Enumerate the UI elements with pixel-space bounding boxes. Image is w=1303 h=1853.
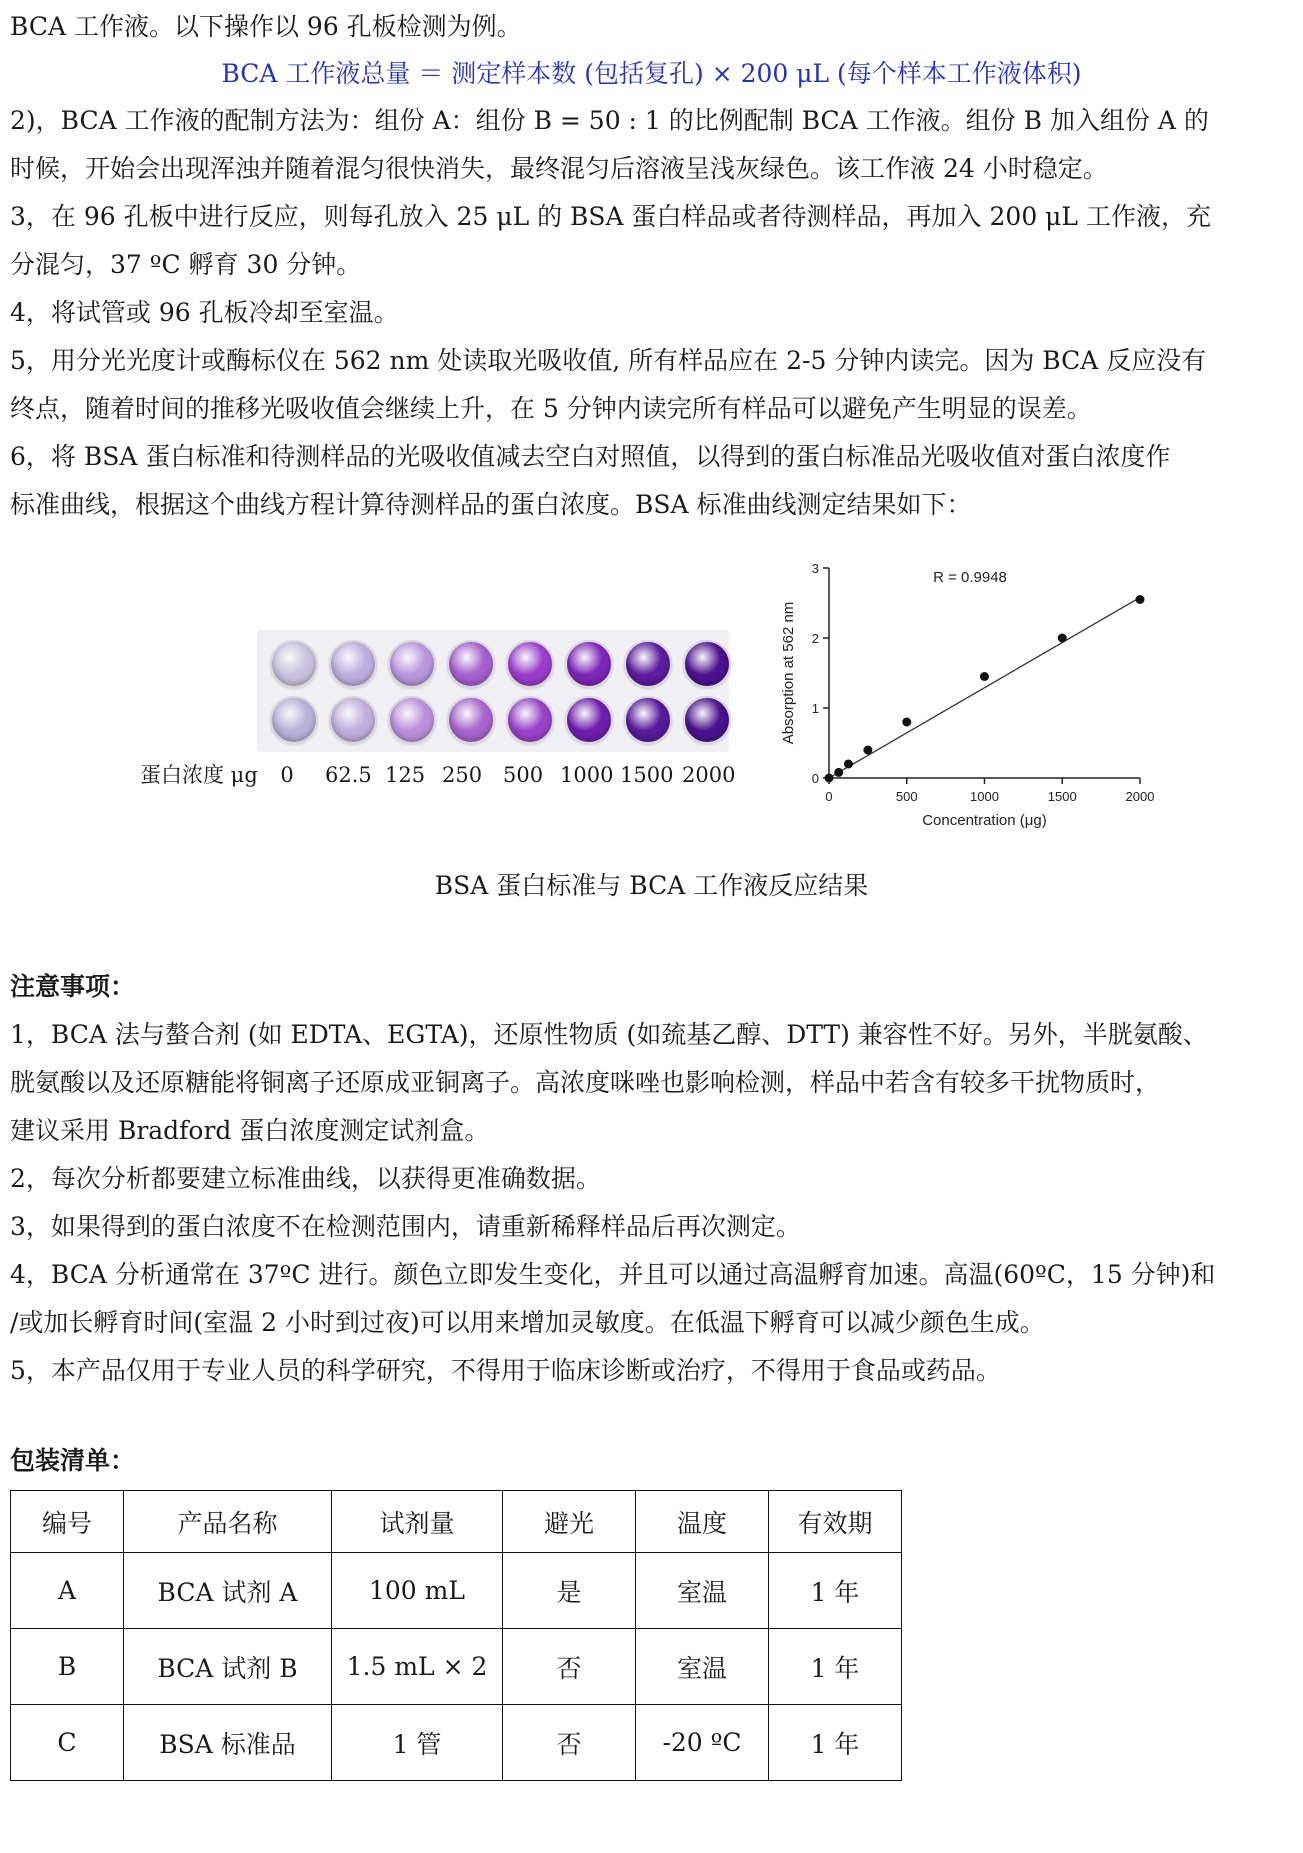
table-cell: 否 (503, 1705, 636, 1781)
well-r2-c6 (565, 696, 613, 744)
table-cell: 1 年 (769, 1705, 902, 1781)
well-r1-c5 (506, 640, 554, 688)
x-tick-label: 1500 (1047, 789, 1077, 804)
packing-table (10, 1490, 902, 1781)
plate-concentration-value: 62.5 (325, 763, 372, 787)
y-axis-label: Absorption at 562 nm (780, 601, 797, 745)
table-cell: BCA 试剂 A (124, 1553, 332, 1629)
table-cell: C (11, 1705, 124, 1781)
well-r2-c1 (270, 696, 318, 744)
x-tick-label: 2000 (1125, 789, 1155, 804)
table-cell: 1 年 (769, 1553, 902, 1629)
text-line-2: 2)，BCA 工作液的配制方法为：组份 A：组份 B = 50 : 1 的比例配制 BCA 工作液。组份 B 加入组份 A 的 (10, 106, 1209, 135)
well-r1-c6 (565, 640, 613, 688)
well-r1-c8 (683, 640, 731, 688)
text-line-6: 4，将试管或 96 孔板冷却至室温。 (10, 298, 399, 327)
note-line-1: 1，BCA 法与螯合剂 (如 EDTA、EGTA)，还原性物质 (如巯基乙醇、DTT) 兼容性不好。另外，半胱氨酸、 (10, 1020, 1208, 1049)
table-header-row (11, 1491, 902, 1553)
table-cell: 室温 (636, 1553, 769, 1629)
plate-concentration-value: 500 (503, 763, 544, 787)
well-r2-c3 (388, 696, 436, 744)
y-tick-label: 3 (811, 561, 819, 576)
fit-line (829, 597, 1140, 778)
table-cell: 1.5 mL × 2 (332, 1629, 503, 1705)
plate-concentration-value: 250 (442, 763, 483, 787)
plate-concentration-value: 2000 (682, 763, 736, 787)
note-line-5: 3，如果得到的蛋白浓度不在检测范围内，请重新稀释样品后再次测定。 (10, 1212, 801, 1241)
table-cell: 是 (503, 1553, 636, 1629)
x-axis-label: Concentration (μg) (922, 812, 1047, 829)
table-cell: 否 (503, 1629, 636, 1705)
well-r1-c3 (388, 640, 436, 688)
well-r2-c7 (624, 696, 672, 744)
table-cell: BCA 试剂 B (124, 1629, 332, 1705)
text-line-8: 终点，随着时间的推移光吸收值会继续上升，在 5 分钟内读完所有样品可以避免产生明显的误差。 (10, 394, 1092, 423)
text-line-3: 时候，开始会出现浑浊并随着混匀很快消失，最终混匀后溶液呈浅灰绿色。该工作液 24 小时稳定。 (10, 154, 1108, 183)
note-line-2: 胱氨酸以及还原糖能将铜离子还原成亚铜离子。高浓度咪唑也影响检测，样品中若含有较多干扰物质时， (10, 1068, 1161, 1097)
note-line-7: /或加长孵育时间(室温 2 小时到过夜)可以用来增加灵敏度。在低温下孵育可以减少颜色生成。 (10, 1308, 1045, 1337)
text-line-5: 分混匀，37 ºC 孵育 30 分钟。 (10, 250, 362, 279)
well-r2-c4 (447, 696, 495, 744)
well-plate-image (257, 630, 729, 752)
text-line-1: BCA 工作液。以下操作以 96 孔板检测为例。 (10, 12, 522, 41)
table-header-cell: 编号 (11, 1491, 124, 1553)
plate-concentration-value: 1500 (620, 763, 674, 787)
table-cell: A (11, 1553, 124, 1629)
data-point (980, 672, 989, 681)
text-line-4: 3，在 96 孔板中进行反应，则每孔放入 25 μL 的 BSA 蛋白样品或者待测样品，再加入 200 μL 工作液，充 (10, 202, 1211, 231)
data-point (844, 760, 853, 769)
y-tick-label: 2 (811, 631, 819, 646)
x-tick-label: 0 (825, 789, 833, 804)
text-line-10: 标准曲线，根据这个曲线方程计算待测样品的蛋白浓度。BSA 标准曲线测定结果如下： (10, 490, 972, 519)
plate-concentration-value: 0 (280, 763, 294, 787)
table-header-cell: 有效期 (769, 1491, 902, 1553)
well-r2-c8 (683, 696, 731, 744)
plate-concentration-value: 1000 (560, 763, 614, 787)
table-header-cell: 试剂量 (332, 1491, 503, 1553)
well-r2-c2 (329, 696, 377, 744)
y-tick-label: 1 (811, 701, 819, 716)
note-line-4: 2，每次分析都要建立标准曲线，以获得更准确数据。 (10, 1164, 601, 1193)
well-r2-c5 (506, 696, 554, 744)
data-point (1136, 595, 1145, 604)
chart-title: R = 0.9948 (933, 569, 1007, 586)
table-header-cell: 产品名称 (124, 1491, 332, 1553)
table-row (11, 1629, 902, 1705)
data-point (902, 718, 911, 727)
note-line-3: 建议采用 Bradford 蛋白浓度测定试剂盒。 (10, 1116, 490, 1145)
well-r1-c2 (329, 640, 377, 688)
well-r1-c1 (270, 640, 318, 688)
table-row (11, 1705, 902, 1781)
well-r1-c4 (447, 640, 495, 688)
text-line-7: 5，用分光光度计或酶标仪在 562 nm 处读取光吸收值, 所有样品应在 2-5 分钟内读完。因为 BCA 反应没有 (10, 346, 1207, 375)
packing-heading: 包装清单： (10, 1446, 136, 1475)
note-line-8: 5，本产品仅用于专业人员的科学研究，不得用于临床诊断或治疗，不得用于食品或药品。 (10, 1356, 1001, 1385)
x-tick-label: 500 (895, 789, 918, 804)
text-line-9: 6，将 BSA 蛋白标准和待测样品的光吸收值减去空白对照值，以得到的蛋白标准品光吸收值对蛋白浓度作 (10, 442, 1171, 471)
well-r1-c7 (624, 640, 672, 688)
table-cell: 100 mL (332, 1553, 503, 1629)
data-point (1058, 634, 1067, 643)
working-solution-formula: BCA 工作液总量 ＝ 测定样本数 (包括复孔) × 200 μL (每个样本工作液体积) (221, 59, 1082, 88)
table-row (11, 1553, 902, 1629)
note-line-6: 4，BCA 分析通常在 37ºC 进行。颜色立即发生变化，并且可以通过高温孵育加速。高温(60ºC，15 分钟)和 (10, 1260, 1216, 1289)
table-cell: 室温 (636, 1629, 769, 1705)
plate-concentration-label: 蛋白浓度 μg (140, 763, 258, 787)
notes-heading: 注意事项： (10, 972, 136, 1001)
table-cell: B (11, 1629, 124, 1705)
table-cell: 1 年 (769, 1629, 902, 1705)
standard-curve-chart (760, 555, 1160, 845)
y-tick-label: 0 (811, 771, 819, 786)
figure-caption: BSA 蛋白标准与 BCA 工作液反应结果 (434, 871, 869, 900)
table-header-cell: 避光 (503, 1491, 636, 1553)
table-header-cell: 温度 (636, 1491, 769, 1553)
table-cell: 1 管 (332, 1705, 503, 1781)
plate-concentration-value: 125 (385, 763, 426, 787)
data-point (834, 768, 843, 777)
table-cell: BSA 标准品 (124, 1705, 332, 1781)
data-point (863, 746, 872, 755)
data-point (825, 774, 834, 783)
table-cell: -20 ºC (636, 1705, 769, 1781)
x-tick-label: 1000 (970, 789, 999, 804)
